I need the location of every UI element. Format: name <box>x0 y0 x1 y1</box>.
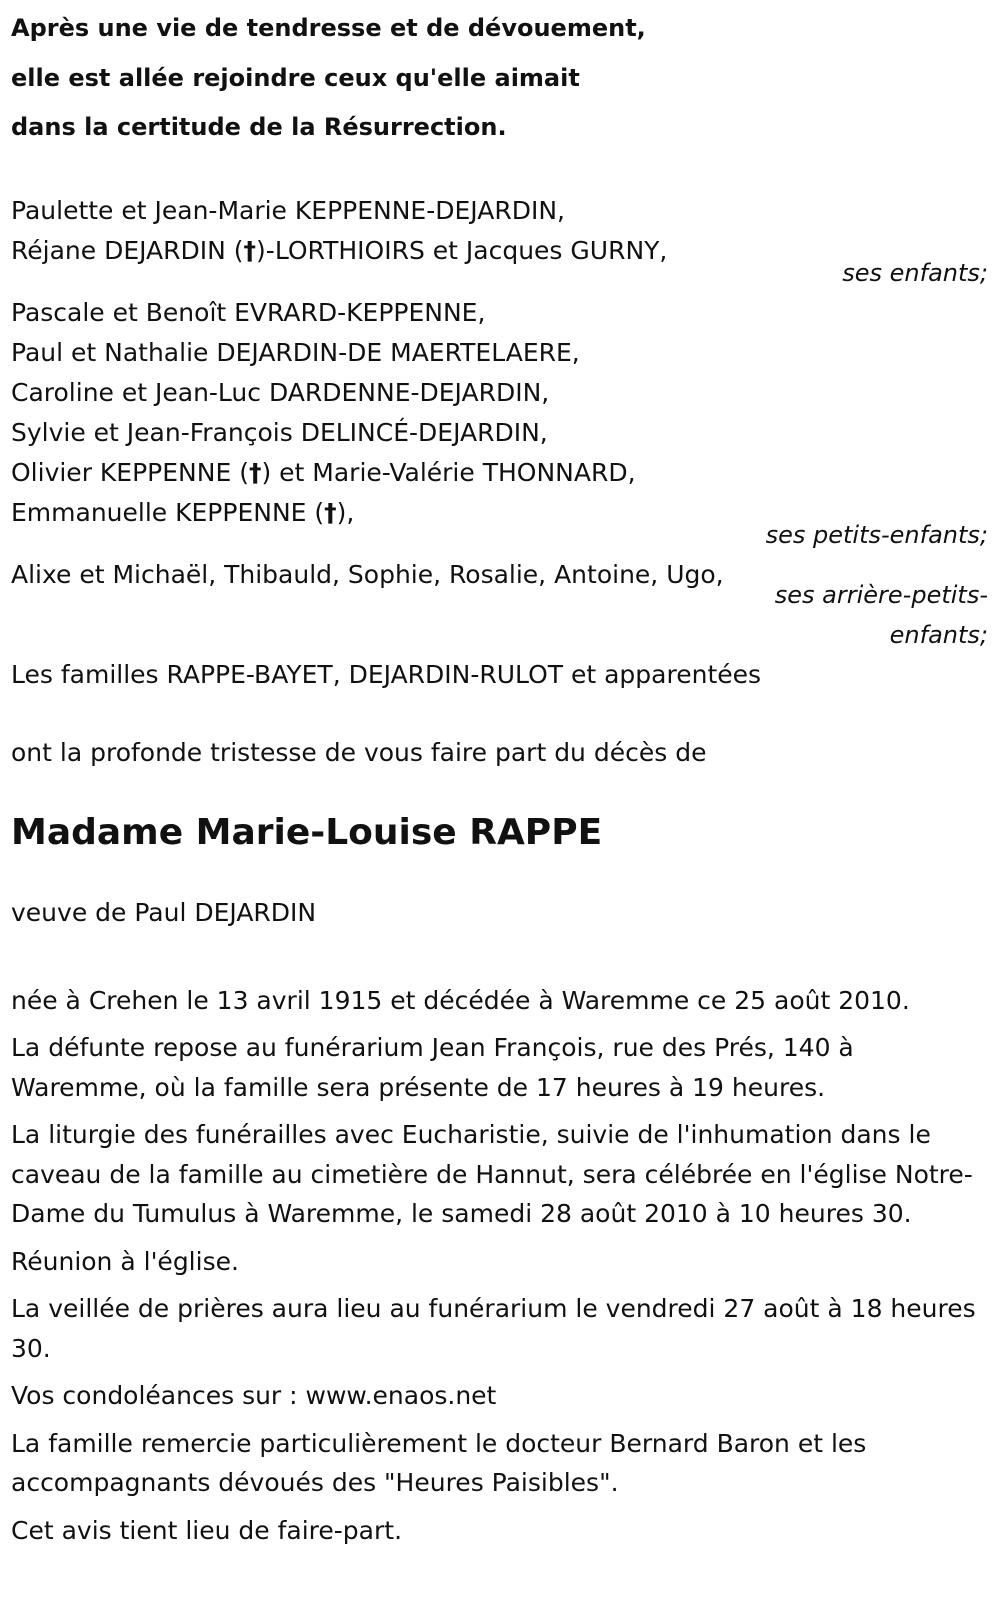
families-line: Les familles RAPPE-BAYET, DEJARDIN-RULOT et apparentées <box>11 659 762 689</box>
grandchildren-line-5-before: Olivier KEPPENNE ( <box>11 457 249 487</box>
children-line-2-after: )-LORTHIOIRS et Jacques GURNY, <box>256 235 668 265</box>
grandchildren-block <box>11 293 988 533</box>
cross-icon: † <box>324 497 337 527</box>
grandchildren-line-4: Sylvie et Jean-François DELINCÉ-DEJARDIN, <box>11 417 548 447</box>
intro-line-3: dans la certitude de la Résurrection. <box>11 113 507 141</box>
grandchildren-line-6-before: Emmanuelle KEPPENNE ( <box>11 497 325 527</box>
grandchildren-line-1: Pascale et Benoît EVRARD-KEPPENNE, <box>11 297 486 327</box>
deceased-name: Madame Marie-Louise RAPPE <box>11 811 603 853</box>
birth-death-paragraph: née à Crehen le 13 avril 1915 et décédée à Waremme ce 25 août 2010. <box>11 985 910 1015</box>
meeting-paragraph: Réunion à l'église. <box>11 1246 239 1276</box>
cross-icon: † <box>243 235 257 265</box>
cross-icon: † <box>248 457 262 487</box>
children-line-2-before: Réjane DEJARDIN ( <box>11 235 244 265</box>
liturgy-paragraph: La liturgie des funérailles avec Eucharistie, suivie de l'inhumation dans le caveau de la famille au cimetière de Hannut, sera célébrée en l'église Notre-Dame du Tumulus à Waremme, le samedi 28 août 2010 à 10 heures 30. <box>11 1120 973 1228</box>
grandchildren-line-5-after: ) et Marie-Valérie THONNARD, <box>261 457 636 487</box>
grandchildren-line-3: Caroline et Jean-Luc DARDENNE-DEJARDIN, <box>11 377 550 407</box>
intro-line-2: elle est allée rejoindre ceux qu'elle aimait <box>11 63 580 92</box>
announcement: ont la profonde tristesse de vous faire part du décès de <box>11 737 707 767</box>
grandchildren-line-6-after: ), <box>336 497 355 527</box>
children-role: ses enfants; <box>842 258 988 287</box>
details-block <box>11 981 988 1551</box>
vigil-paragraph: La veillée de prières aura lieu au funérarium le vendredi 27 août à 18 heures 30. <box>11 1294 976 1363</box>
repose-paragraph: La défunte repose au funérarium Jean François, rue des Prés, 140 à Waremme, où la famille sera présente de 17 heures à 19 heures. <box>11 1033 854 1102</box>
intro-verse <box>11 0 988 153</box>
notice-paragraph: Cet avis tient lieu de faire-part. <box>11 1515 403 1545</box>
thanks-paragraph: La famille remercie particulièrement le docteur Bernard Baron et les accompagnants dévoués des "Heures Paisibles". <box>11 1428 867 1497</box>
intro-line-1: Après une vie de tendresse et de dévouement, <box>11 14 646 42</box>
widow-line: veuve de Paul DEJARDIN <box>11 897 317 927</box>
grandchildren-role: ses petits-enfants; <box>765 520 988 549</box>
grandchildren-line-2: Paul et Nathalie DEJARDIN-DE MAERTELAERE, <box>11 337 580 367</box>
grandchildren-line-5 <box>11 453 988 493</box>
children-line-1: Paulette et Jean-Marie KEPPENNE-DEJARDIN, <box>11 195 565 225</box>
condolences-paragraph: Vos condoléances sur : www.enaos.net <box>11 1381 497 1410</box>
great-grandchildren-role-line-2: enfants; <box>889 620 988 649</box>
great-grandchildren-line-1: Alixe et Michaël, Thibauld, Sophie, Rosalie, Antoine, Ugo, <box>11 559 724 589</box>
great-grandchildren-role-line-1: ses arrière-petits- <box>774 580 988 609</box>
